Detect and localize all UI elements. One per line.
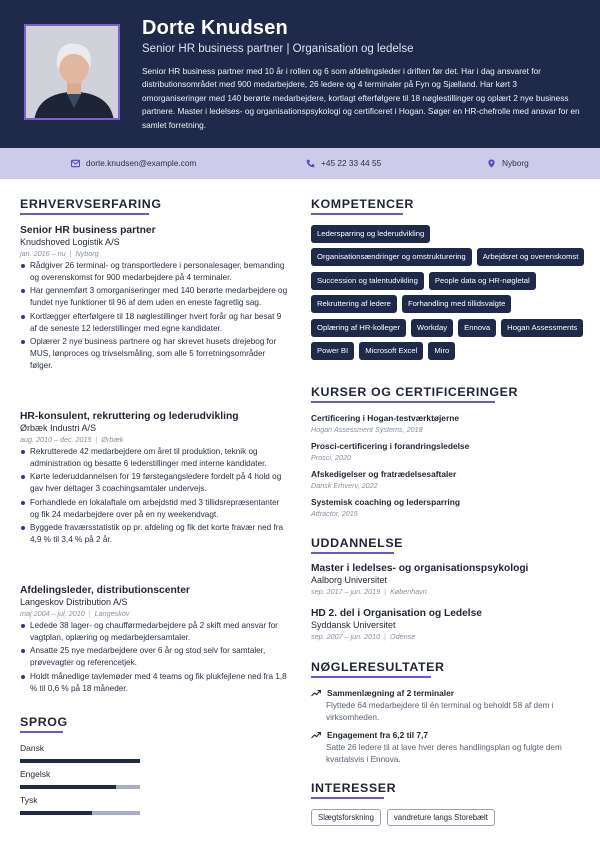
achievement-description: Flyttede 64 medarbejdere til én terminal og beholdt 58 af dem i virksomheden. [326, 701, 554, 723]
language-item [20, 795, 140, 815]
course-name: Afskedigelser og fratrædelsesaftaler [311, 469, 457, 479]
education-school: Aalborg Universitet [311, 575, 388, 585]
job-bullet: Har gennemført 3 omorganiseringer med 140 berørte medarbejdere og fundet nye funktioner til 96 af dem uden en eneste fagretlig sag. [20, 285, 290, 308]
language-name: Dansk [20, 743, 45, 753]
job-dates: jan. 2016 – nu [20, 249, 66, 258]
job-dates: aug. 2010 – dec. 2015 [20, 435, 92, 444]
interests-list [311, 809, 495, 826]
skill-chip: Workday [411, 319, 453, 337]
job-meta: aug. 2010 – dec. 2015 | Ørbæk [20, 435, 124, 444]
language-level-fill [20, 785, 116, 789]
job-title: Senior HR business partner [20, 225, 156, 236]
job-bullet: Kørte lederuddannelsen for 19 førstegangsledere fordelt på 4 hold og gav hver deltager 3 coachingsamtaler undervejs. [20, 471, 290, 494]
contact-phone[interactable] [306, 158, 381, 168]
job-bullets [20, 620, 290, 694]
language-item [20, 769, 140, 789]
skill-chip: Forhandling med tillidsvalgte [402, 295, 511, 313]
education-degree: Master i ledelses- og organisationspsykologi [311, 563, 529, 574]
course-item [311, 497, 581, 518]
skill-chip: Hogan Assessments [501, 319, 583, 337]
education-item [311, 563, 581, 596]
course-name: Certificering i Hogan-testværktøjerne [311, 413, 459, 423]
job-entry [20, 411, 290, 548]
interests-underline [311, 797, 384, 799]
education-location: København [390, 587, 427, 596]
achievements-heading: NØGLERESULTATER [311, 660, 445, 674]
skills-underline [311, 213, 403, 215]
skill-chip: Oplæring af HR-kolleger [311, 319, 406, 337]
interest-tag: vandreture langs Storebælt [387, 809, 495, 826]
skills-heading: KOMPETENCER [311, 197, 414, 211]
skill-chip: Organisationsændringer og omstrukturering [311, 248, 472, 266]
skill-chip: Microsoft Excel [359, 342, 423, 360]
location-text: Nyborg [502, 158, 529, 168]
course-issuer: Attractor, 2015 [311, 509, 358, 518]
phone-text: +45 22 33 44 55 [321, 158, 382, 168]
course-issuer: Hogan Assessment Systems, 2018 [311, 425, 423, 434]
job-bullet: Byggede fraværsstatistik op pr. afdeling og fik det korte fravær ned fra 4,9 % til 3,4 % på 2 år. [20, 522, 290, 545]
contact-bar [0, 148, 600, 179]
job-meta: jan. 2016 – nu | Nyborg [20, 249, 99, 258]
interests-heading: INTERESSER [311, 781, 397, 795]
job-location: Nyborg [75, 249, 99, 258]
achievement-title: Engagement fra 6,2 til 7,7 [327, 730, 428, 740]
language-name: Tysk [20, 795, 38, 805]
interest-tag: Slægtsforskning [311, 809, 381, 826]
achievement-title-row [311, 688, 581, 698]
job-location: Ørbæk [101, 435, 124, 444]
job-bullet: Rådgiver 26 terminal- og transportledere i personalesager, bemanding og overenskomst for 900 medarbejdere på 4 terminaler. [20, 260, 290, 283]
education-item [311, 608, 581, 641]
skill-chip: People data og HR-nøgletal [429, 272, 536, 290]
job-company: Langeskov Distribution A/S [20, 597, 128, 607]
language-name: Engelsk [20, 769, 51, 779]
course-item [311, 413, 581, 434]
job-location: Langeskov [94, 609, 130, 618]
languages-heading: SPROG [20, 715, 68, 729]
trend-up-icon [311, 689, 321, 697]
job-bullets [20, 446, 290, 546]
education-location: Odense [390, 632, 416, 641]
skill-chip: Ennova [458, 319, 496, 337]
contact-email[interactable] [71, 158, 196, 168]
education-dates: sep. 2017 – jun. 2019 [311, 587, 381, 596]
education-dates: sep. 2007 – jun. 2010 [311, 632, 381, 641]
job-bullet: Rekrutterede 42 medarbejdere om året til produktion, teknik og administration og besatte 6 lederstillinger med interne kandidater. [20, 446, 290, 469]
course-name: Prosci-certificering i forandringsledelse [311, 441, 470, 451]
skills-list [311, 225, 591, 360]
job-title: HR-konsulent, rekruttering og lederudvikling [20, 411, 239, 422]
skill-chip: Rekruttering af ledere [311, 295, 397, 313]
course-issuer: Prosci, 2020 [311, 453, 351, 462]
skill-chip: Power BI [311, 342, 354, 360]
skill-chip: Ledersparring og lederudvikling [311, 225, 430, 243]
language-level-fill [20, 811, 92, 815]
languages-underline [20, 731, 63, 733]
courses-heading: KURSER OG CERTIFICERINGER [311, 385, 519, 399]
education-underline [311, 552, 394, 554]
resume-header [0, 0, 600, 148]
job-bullets [20, 260, 290, 371]
job-entry [20, 225, 290, 373]
job-dates: maj 2004 – jul. 2010 [20, 609, 85, 618]
email-text: dorte.knudsen@example.com [86, 158, 197, 168]
courses-underline [311, 401, 495, 403]
skill-chip: Arbejdsret og overenskomst [477, 248, 585, 266]
job-bullet: Kortlægger efterfølgere til 18 nøglestillinger hvert forår og har besat 9 af de seneste 12 lederstillinger med egne kandidater. [20, 311, 290, 334]
trend-up-icon [311, 731, 321, 739]
candidate-name: Dorte Knudsen [142, 17, 288, 39]
job-bullet: Ledede 38 lager- og chaufførmedarbejdere på 2 skift med ansvar for vagtplan, oplæring og medarbejdersamtaler. [20, 620, 290, 643]
achievement-description: Satte 26 ledere til at lave hver deres handlingsplan og fulgte dem kvartalsvis i Ennova. [326, 743, 562, 765]
mail-icon [71, 159, 80, 168]
job-bullet: Forhandlede en lokalaftale om arbejdstid med 3 tillidsrepræsentanter og fik 24 medarbejdere over på en ny weekendvagt. [20, 497, 290, 520]
job-company: Knudshoved Logistik A/S [20, 237, 120, 247]
education-degree: HD 2. del i Organisation og Ledelse [311, 608, 482, 619]
course-issuer: Dansk Erhverv, 2022 [311, 481, 378, 490]
education-meta: sep. 2017 – jun. 2019 | København [311, 587, 427, 596]
job-title: Afdelingsleder, distributionscenter [20, 585, 190, 596]
skill-chip: Miro [428, 342, 455, 360]
education-school: Syddansk Universitet [311, 620, 396, 630]
job-meta: maj 2004 – jul. 2010 | Langeskov [20, 609, 130, 618]
language-level-bar [20, 811, 140, 815]
candidate-headline: Senior HR business partner | Organisation og ledelse [142, 43, 414, 55]
phone-icon [306, 159, 315, 168]
achievement-title: Sammenlægning af 2 terminaler [327, 688, 455, 698]
contact-location [487, 158, 529, 168]
job-bullet: Oplærer 2 nye business partnere og har skrevet husets drejebog for MUS, lønproces og trivselsmåling, som alle 5 forretningsområder følger. [20, 336, 290, 371]
job-bullet: Holdt månedlige tavlemøder med 4 teams og fik plukfejlene ned fra 1,8 % til 0,6 % på 18 måneder. [20, 671, 290, 694]
profile-photo-illustration [26, 26, 120, 120]
profile-summary: Senior HR business partner med 10 år i rollen og 6 som afdelingsleder i driften før det. Har i dag ansvaret for distributionsområdet med 900 medarbejdere, 26 ledere og 4 terminaler på Fyn og Sjælland. Har kørt 3 omorganiseringer med 140 berørte medarbejdere, kortlagt efterfølgere til 18 nøglestillinger og oplært 2 nye business partnere. Master i ledelses- og organisationspsykologi og certificeret i Hogan. Søger en HR-chefrolle med ansvar for en samlet forretning. [142, 66, 580, 130]
language-level-fill [20, 759, 140, 763]
experience-underline [20, 213, 149, 215]
course-item [311, 441, 581, 462]
achievement-item [311, 730, 581, 767]
course-item [311, 469, 581, 490]
language-level-bar [20, 785, 140, 789]
location-pin-icon [487, 159, 496, 168]
course-name: Systemisk coaching og ledersparring [311, 497, 460, 507]
profile-photo [24, 24, 120, 120]
achievements-underline [311, 676, 431, 678]
skill-chip: Succession og talentudvikling [311, 272, 424, 290]
language-level-bar [20, 759, 140, 763]
experience-heading: ERHVERVSERFARING [20, 197, 162, 211]
achievement-title-row [311, 730, 581, 740]
language-item [20, 743, 140, 763]
education-heading: UDDANNELSE [311, 536, 404, 550]
job-entry [20, 585, 290, 696]
achievement-item [311, 688, 581, 725]
job-company: Ørbæk Industri A/S [20, 423, 97, 433]
education-meta: sep. 2007 – jun. 2010 | Odense [311, 632, 416, 641]
job-bullet: Ansatte 25 nye medarbejdere over 6 år og stod selv for samtaler, prøvevagter og referencetjek. [20, 645, 290, 668]
